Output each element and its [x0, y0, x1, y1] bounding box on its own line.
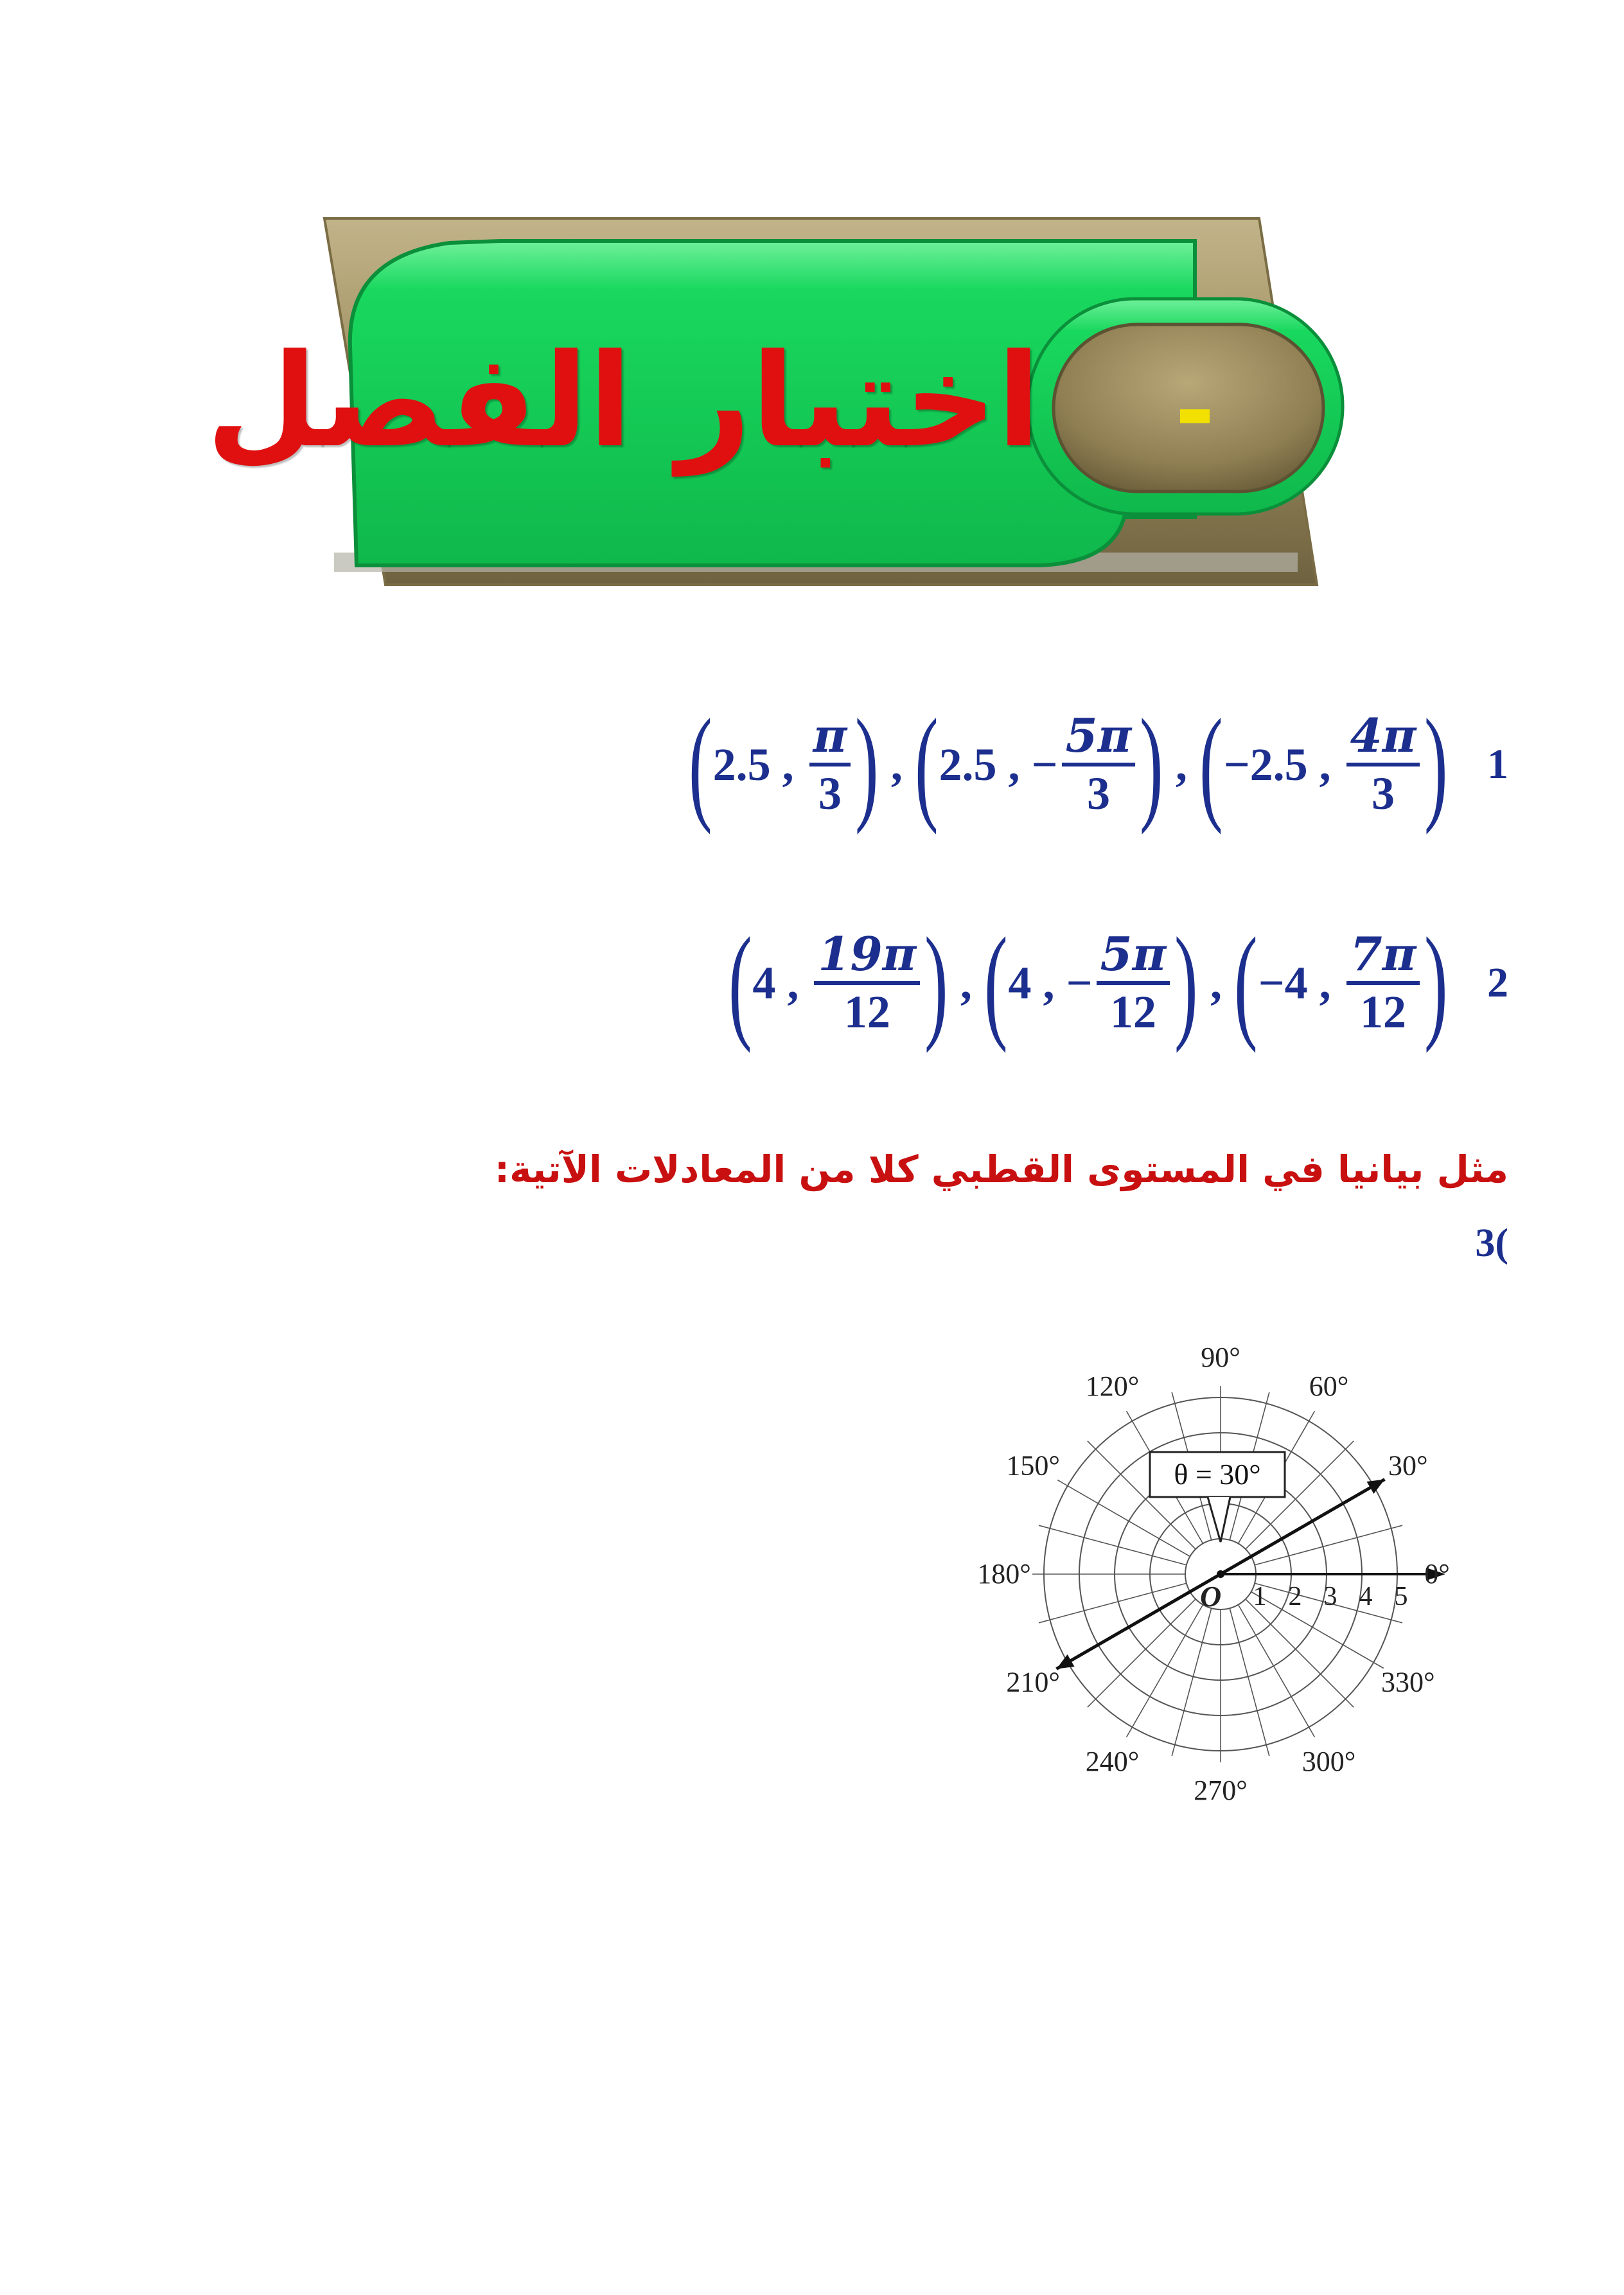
angle-label: 0° [1424, 1558, 1450, 1590]
problem-number: 1 [1487, 741, 1508, 788]
polar-point: ( 4 , $\frac{19\pi}{12}$ ) [728, 912, 948, 1054]
point-r: −4 [1258, 957, 1308, 1009]
angle-label: 60° [1309, 1370, 1349, 1403]
radial-label: 1 [1253, 1582, 1267, 1611]
problem-2: 2 ( −4 , $\frac{7\pi}{12}$ ) , ( 4 , − $\frac{5\pi}{12}$ ) , ( 4 , $\frac{19\pi}{12}$ ) [728, 912, 1508, 1054]
radial-label: 5 [1394, 1582, 1408, 1611]
polar-origin-point [1217, 1570, 1224, 1578]
angle-label: 180° [977, 1558, 1031, 1590]
graph-instruction: مثل بيانيا في المستوى القطبي كلا من المعادلات الآتية: [494, 1148, 1508, 1191]
polar-point: ( 2.5 , − $\frac{5\pi}{3}$ ) [914, 693, 1163, 835]
point-r: −2.5 [1223, 738, 1308, 790]
angle-label: 300° [1302, 1745, 1356, 1777]
origin-label: O [1200, 1580, 1222, 1613]
angle-label: 240° [1085, 1745, 1140, 1777]
polar-point: ( 4 , − $\frac{5\pi}{12}$ ) [984, 912, 1198, 1054]
polar-radial-line [1239, 1605, 1315, 1737]
polar-point: ( 2.5 , $\frac{\pi}{3}$ ) [688, 693, 879, 835]
point-theta: $\frac{5\pi}{12}$ [1097, 927, 1170, 1039]
angle-label: 30° [1388, 1449, 1428, 1482]
angle-label: 210° [1006, 1666, 1060, 1698]
point-theta: $\frac{4\pi}{3}$ [1346, 709, 1420, 820]
point-r: 4 [752, 957, 776, 1009]
theta-sign: − [1031, 738, 1058, 790]
point-r: 2.5 [939, 738, 997, 790]
radial-label: 4 [1359, 1582, 1373, 1611]
problem-1: 1 ( −2.5 , $\frac{4\pi}{3}$ ) , ( 2.5 , − $\frac{5\pi}{3}$ ) , ( 2.5 , $\frac{\pi}{3}$ ) [688, 693, 1508, 835]
theta-sign: − [1066, 957, 1093, 1009]
polar-point: ( −2.5 , $\frac{4\pi}{3}$ ) [1199, 693, 1449, 835]
chapter-test-title: اختبار الفصل [206, 326, 1041, 476]
angle-label: 150° [1006, 1449, 1060, 1482]
point-theta: $\frac{19\pi}{12}$ [814, 927, 920, 1039]
polar-radial-line [1127, 1605, 1203, 1737]
point-r: 4 [1008, 957, 1032, 1009]
point-theta: $\frac{5\pi}{3}$ [1062, 709, 1136, 820]
banner-badge-dash: - [1174, 355, 1215, 467]
polar-graph [912, 1298, 1516, 1850]
point-theta: $\frac{7\pi}{12}$ [1346, 927, 1420, 1039]
angle-label: 270° [1194, 1775, 1248, 1806]
angle-label: 330° [1381, 1666, 1435, 1698]
polar-point: ( −4 , $\frac{7\pi}{12}$ ) [1233, 912, 1449, 1054]
point-r: 2.5 [712, 738, 771, 790]
problem-3-number: 3( [1475, 1221, 1508, 1265]
radial-label: 2 [1288, 1582, 1302, 1611]
angle-label: 120° [1085, 1370, 1140, 1403]
equation-callout-pointer [1208, 1497, 1230, 1542]
equation-label: θ = 30° [1174, 1458, 1261, 1491]
radial-label: 3 [1323, 1582, 1337, 1611]
angle-label: 90° [1201, 1342, 1240, 1373]
point-theta: $\frac{\pi}{3}$ [809, 709, 851, 820]
problem-number: 2 [1487, 959, 1508, 1006]
